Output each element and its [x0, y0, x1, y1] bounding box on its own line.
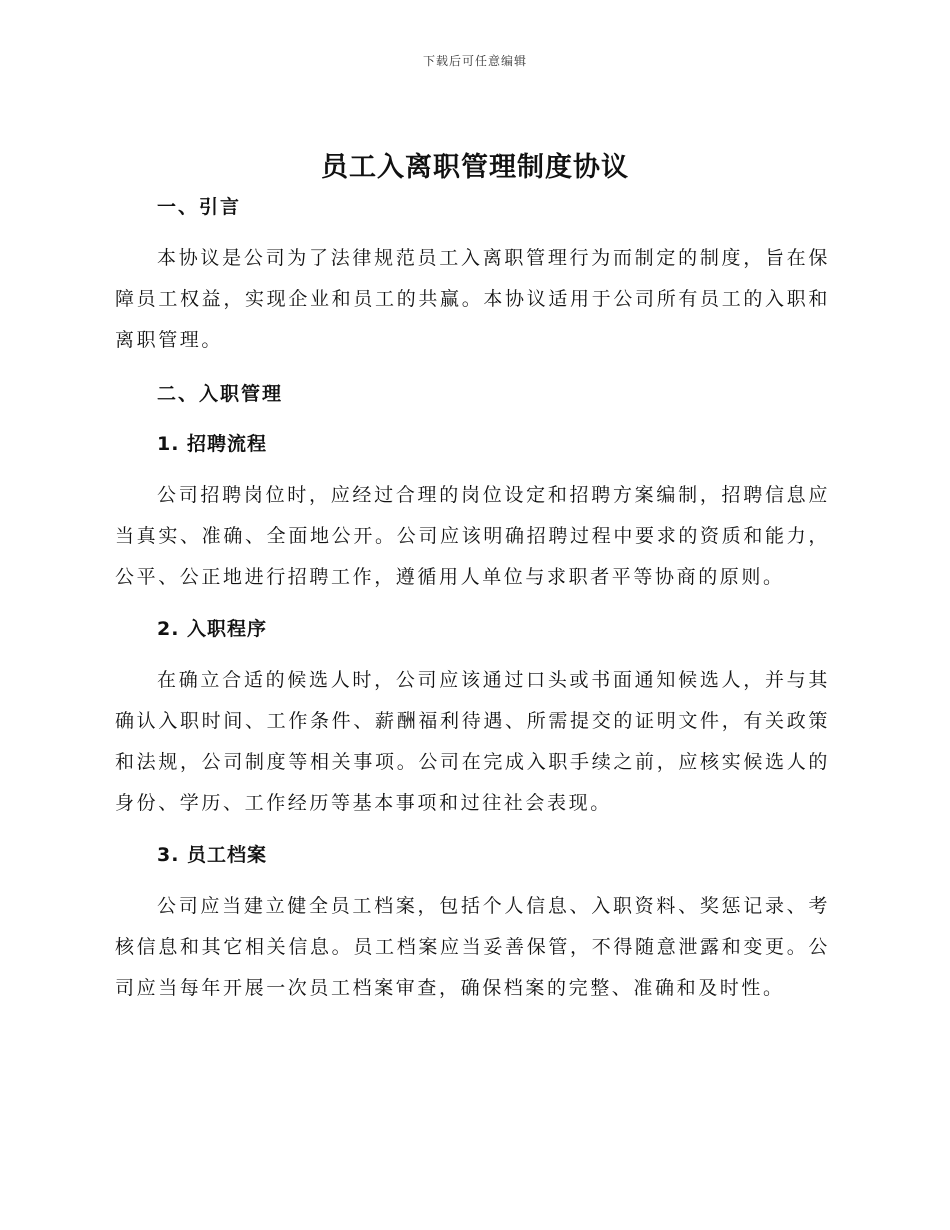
subsection-heading-records: 3. 员工档案: [157, 844, 268, 866]
paragraph-recruitment: 公司招聘岗位时，应经过合理的岗位设定和招聘方案编制，招聘信息应当真实、准确、全面地公开。公司应该明确招聘过程中要求的资质和能力，公平、公正地进行招聘工作，遵循用人单位与求职者平等协商的原则。: [115, 484, 830, 588]
subsection-heading-recruitment: 1. 招聘流程: [157, 433, 268, 455]
paragraph-intro: 本协议是公司为了法律规范员工入离职管理行为而制定的制度，旨在保障员工权益，实现企业和员工的共赢。本协议适用于公司所有员工的入职和离职管理。: [115, 247, 830, 351]
paragraph-procedure: 在确立合适的候选人时，公司应该通过口头或书面通知候选人，并与其确认入职时间、工作条件、薪酬福利待遇、所需提交的证明文件，有关政策和法规，公司制度等相关事项。公司在完成入职手续之前，应核实候选人的身份、学历、工作经历等基本事项和过往社会表现。: [115, 669, 830, 814]
header-note: 下载后可任意编辑: [422, 54, 527, 68]
document-body: [115, 190, 830, 1009]
section-heading-intro: 一、引言: [157, 196, 242, 218]
document-title: 员工入离职管理制度协议: [321, 152, 629, 183]
section-heading-onboarding: 二、入职管理: [157, 383, 284, 405]
subsection-heading-procedure: 2. 入职程序: [157, 618, 268, 640]
paragraph-records: 公司应当建立健全员工档案，包括个人信息、入职资料、奖惩记录、考核信息和其它相关信息。员工档案应当妥善保管，不得随意泄露和变更。公司应当每年开展一次员工档案审查，确保档案的完整、准确和及时性。: [115, 895, 830, 999]
